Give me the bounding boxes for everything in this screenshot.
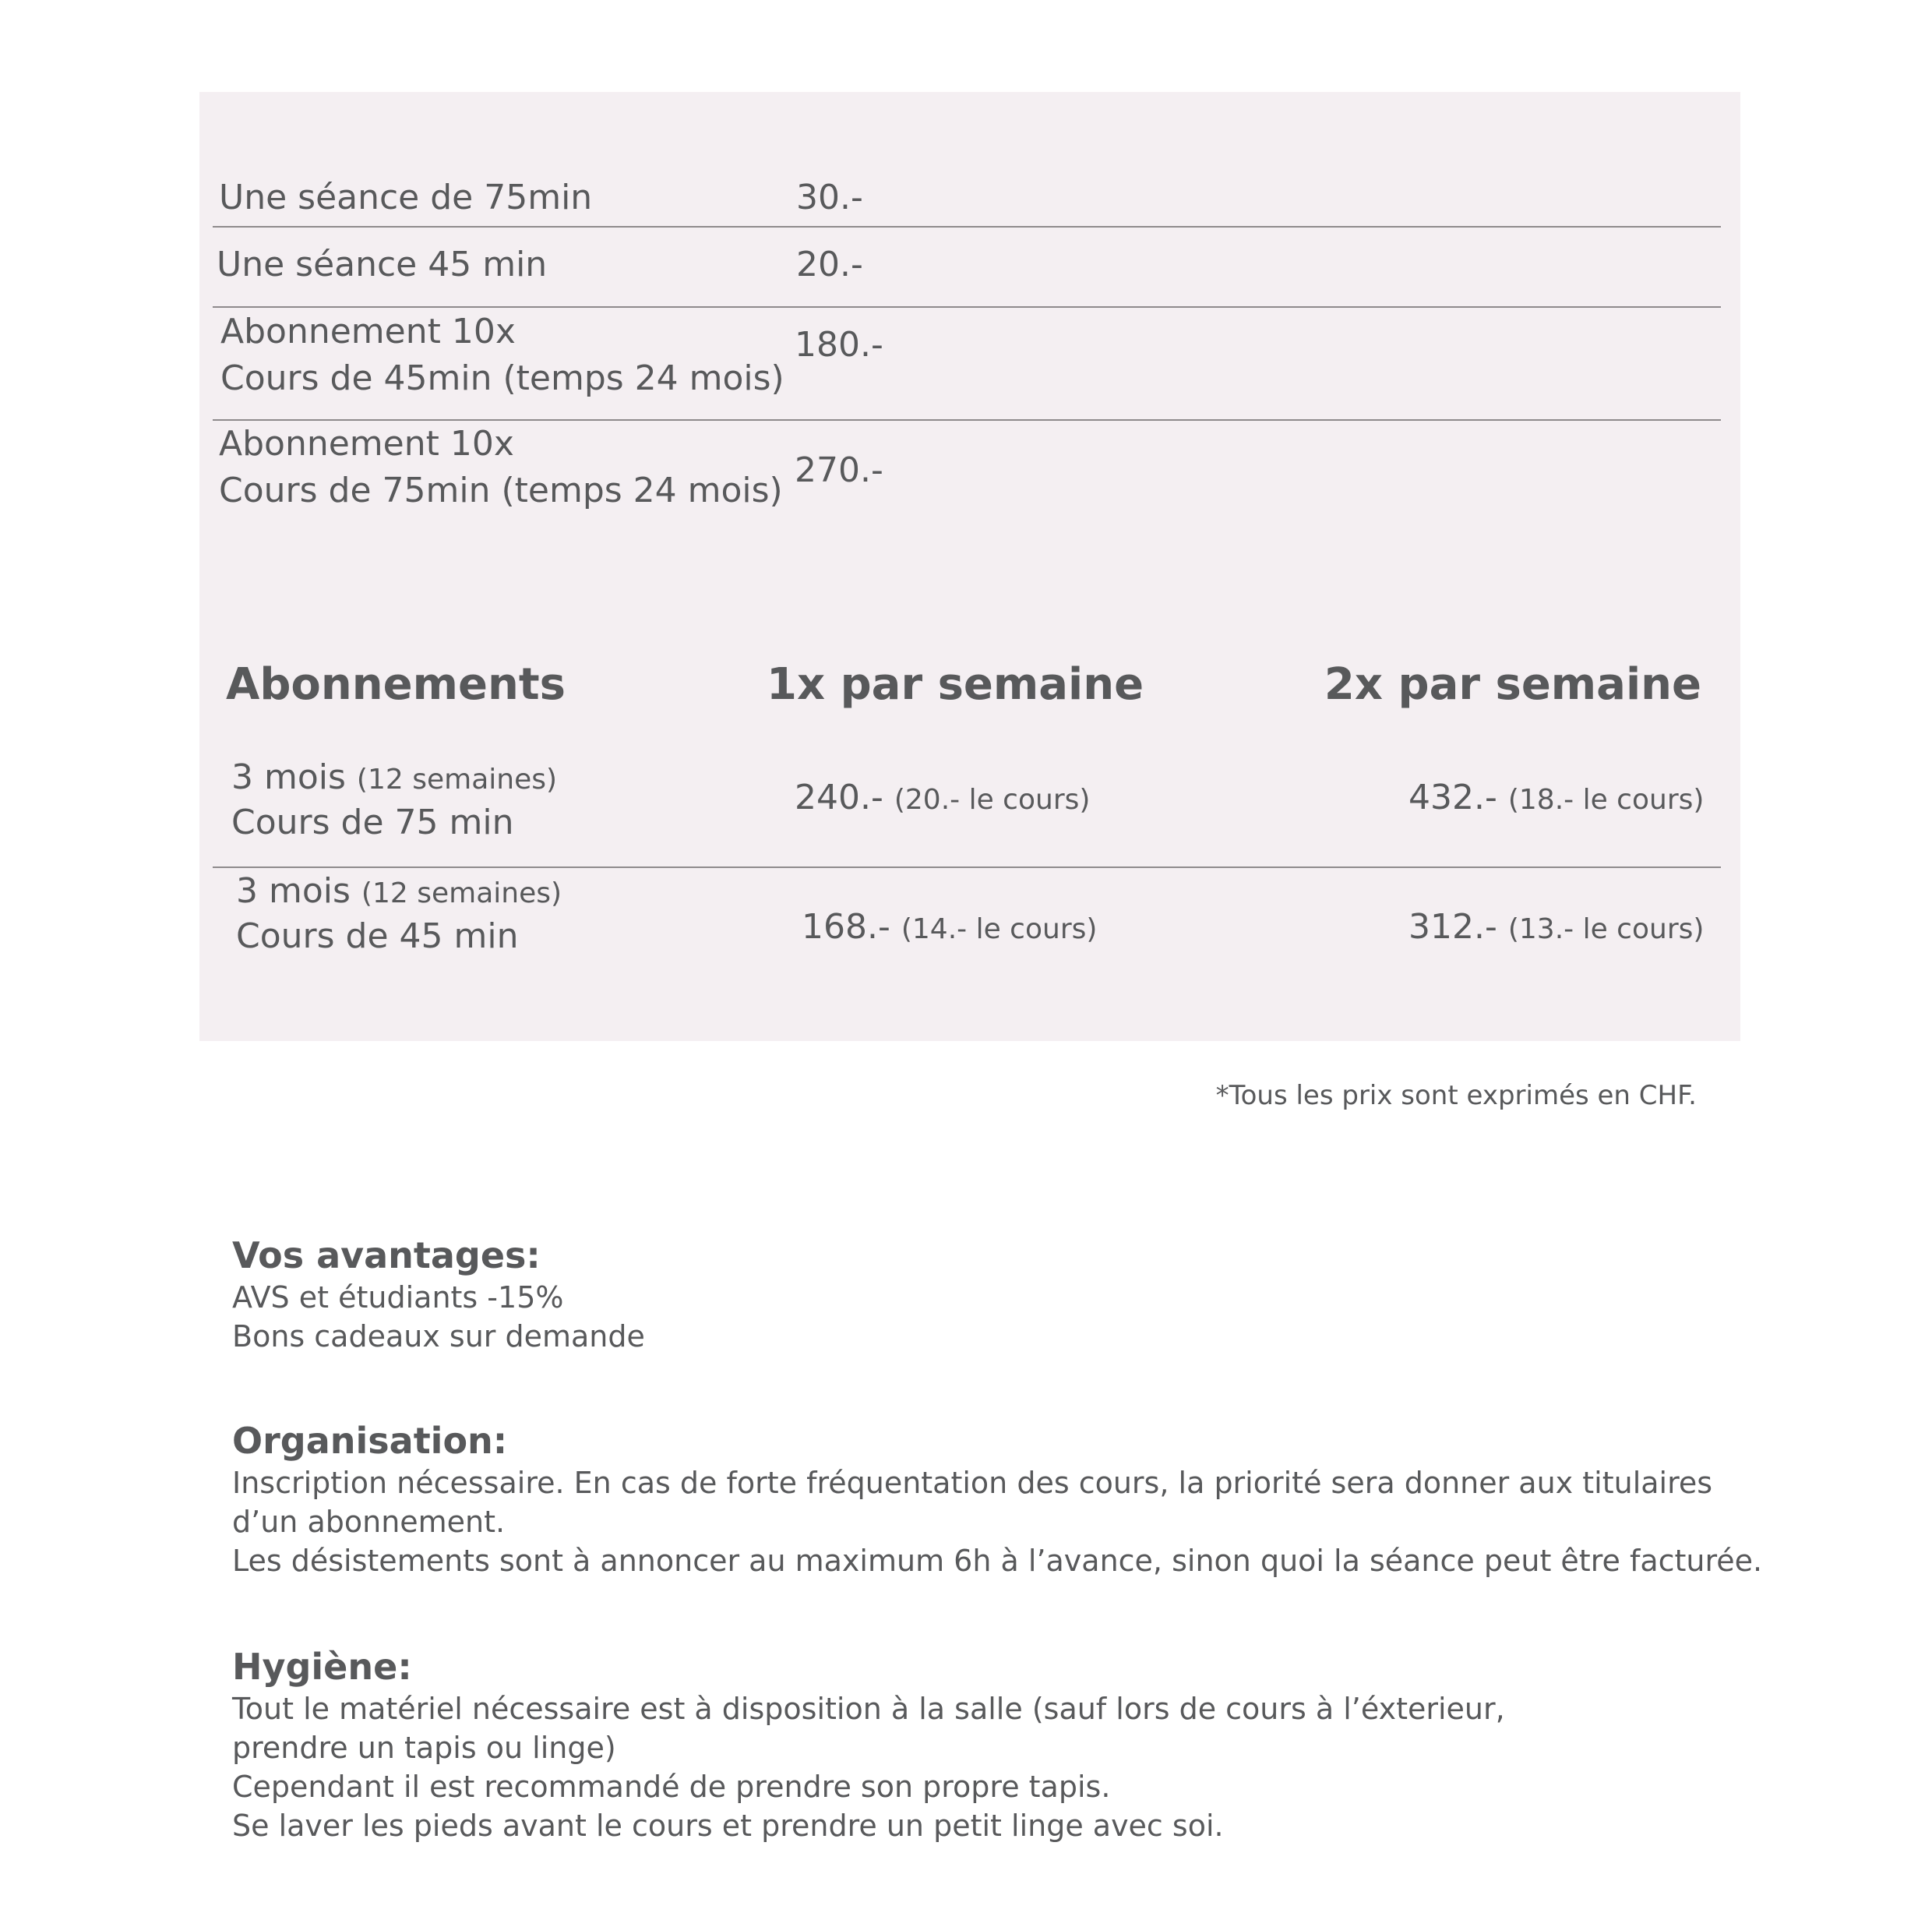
section-title: Vos avantages:: [232, 1234, 541, 1276]
section-organisation: [232, 1418, 1763, 1580]
section-hygiene: [232, 1644, 1759, 1845]
row-divider: [213, 306, 1721, 308]
section-line: Cependant il est recommandé de prendre son propre tapis.: [232, 1770, 1111, 1804]
subscription-course: Cours de 75 min: [231, 803, 514, 842]
subscription-duration: [231, 754, 557, 803]
section-advantages: [232, 1233, 1759, 1356]
price-2x: [1408, 775, 1704, 824]
section-line: AVS et étudiants -15%: [232, 1280, 564, 1315]
section-line: prendre un tapis ou linge): [232, 1731, 616, 1765]
price-1x: [802, 904, 1097, 953]
price-note: (14.- le cours): [901, 913, 1098, 945]
duration: 3 mois: [236, 871, 351, 911]
row-price: 30.-: [796, 178, 863, 217]
section-line: d’un abonnement.: [232, 1505, 506, 1539]
price: 168.-: [802, 907, 890, 947]
price-2x: [1408, 904, 1704, 953]
duration-note: (12 semaines): [361, 877, 562, 909]
row-label: Une séance de 75min: [219, 178, 593, 217]
price: 432.-: [1408, 778, 1497, 817]
currency-note: *Tous les prix sont exprimés en CHF.: [1215, 1080, 1697, 1111]
duration: 3 mois: [231, 757, 346, 797]
row-price: 180.-: [795, 325, 883, 365]
row-label: Cours de 45min (temps 24 mois): [220, 358, 784, 398]
row-label: Abonnement 10x: [220, 312, 516, 351]
price-note: (18.- le cours): [1507, 784, 1705, 816]
row-price: 270.-: [795, 450, 883, 490]
section-line: Les désistements sont à annoncer au maximum 6h à l’avance, sinon quoi la séance peut être facturée.: [232, 1544, 1763, 1578]
section-line: Bons cadeaux sur demande: [232, 1319, 645, 1354]
row-label: Abonnement 10x: [219, 424, 514, 464]
header-1x: 1x par semaine: [767, 659, 1144, 710]
price-note: (20.- le cours): [894, 784, 1091, 816]
price-note: (13.- le cours): [1507, 913, 1705, 945]
section-title: Hygiène:: [232, 1646, 412, 1688]
duration-note: (12 semaines): [356, 764, 558, 796]
row-divider: [213, 226, 1721, 228]
price: 240.-: [795, 778, 883, 817]
subscription-course: Cours de 45 min: [236, 916, 519, 956]
section-line: Tout le matériel nécessaire est à disposition à la salle (sauf lors de cours à l’éxterieur,: [232, 1692, 1505, 1726]
header-2x: 2x par semaine: [1324, 659, 1701, 710]
header-abonnements: Abonnements: [226, 659, 566, 710]
price-1x: [795, 775, 1090, 824]
row-label: Une séance 45 min: [217, 245, 548, 284]
subscription-duration: [236, 868, 562, 917]
section-line: Inscription nécessaire. En cas de forte fréquentation des cours, la priorité sera donner aux titulaires: [232, 1466, 1713, 1500]
price: 312.-: [1408, 907, 1497, 947]
row-label: Cours de 75min (temps 24 mois): [219, 471, 783, 510]
section-title: Organisation:: [232, 1420, 508, 1462]
section-line: Se laver les pieds avant le cours et prendre un petit linge avec soi.: [232, 1809, 1224, 1843]
row-price: 20.-: [796, 245, 863, 284]
